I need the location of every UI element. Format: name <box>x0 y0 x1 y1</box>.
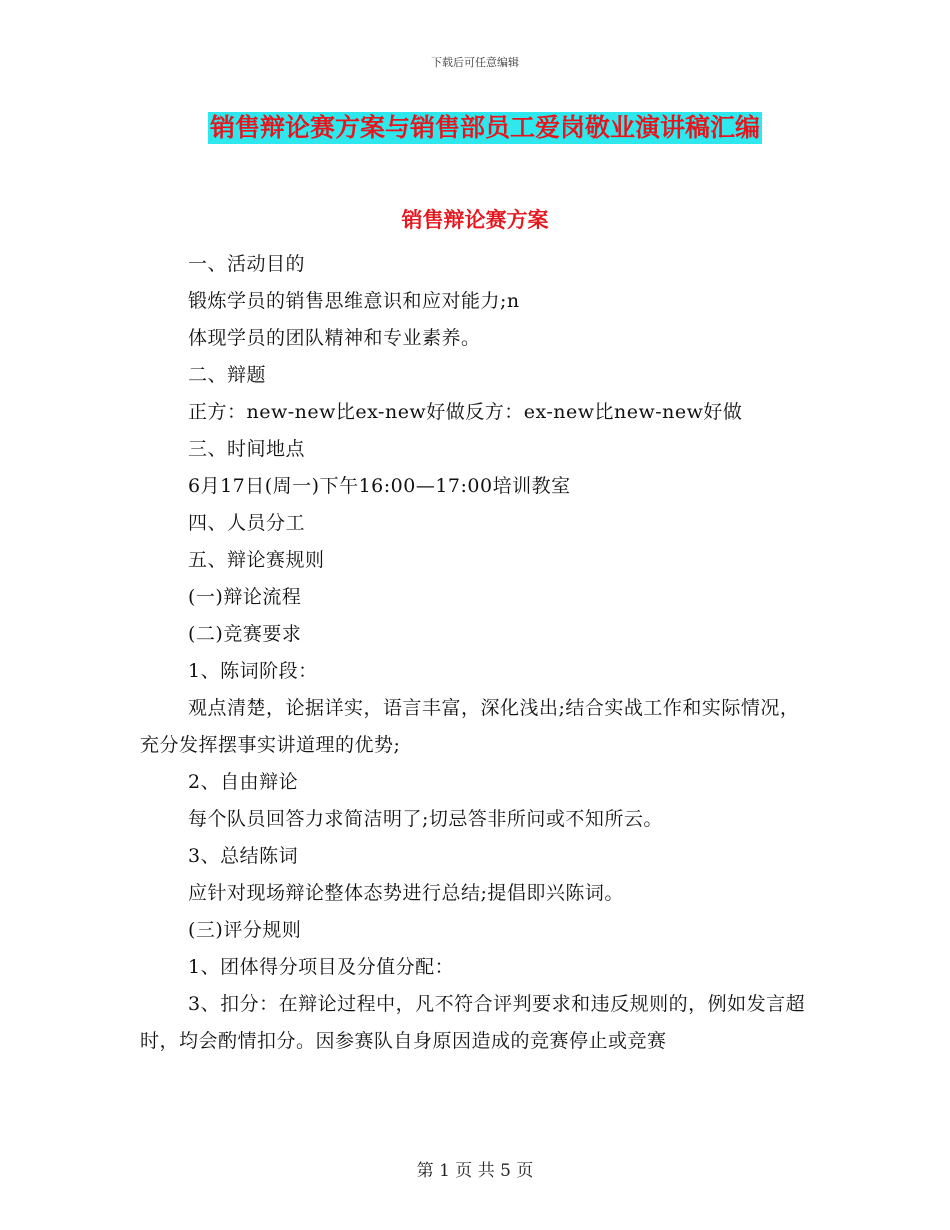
document-title: 销售辩论赛方案与销售部员工爱岗敬业演讲稿汇编 <box>210 113 761 142</box>
item-opening-statement: 1、陈词阶段： <box>188 660 318 682</box>
section-title: 销售辩论赛方案 <box>401 208 549 232</box>
subheading-scoring-rules: (三)评分规则 <box>188 919 302 941</box>
body-paragraph: 3、扣分：在辩论过程中，凡不符合评判要求和违反规则的，例如发言超时，均会酌情扣分。因参赛队自身原因造成的竞赛停止或竞赛 <box>140 993 806 1052</box>
heading-activity-purpose: 一、活动目的 <box>188 253 306 275</box>
body-paragraph: 观点清楚，论据详实，语言丰富，深化浅出;结合实战工作和实际情况，充分发挥摆事实讲道理的优势; <box>140 697 800 756</box>
body-line: 每个队员回答力求简洁明了;切忌答非所问或不知所云。 <box>188 808 663 830</box>
heading-staffing: 四、人员分工 <box>188 512 306 534</box>
item-closing-statement: 3、总结陈词 <box>188 845 299 867</box>
body-line: 6月17日(周一)下午16:00—17:00培训教室 <box>188 475 571 497</box>
body-line: 体现学员的团队精神和专业素养。 <box>188 327 481 349</box>
page-number-footer: 第 1 页 共 5 页 <box>416 1161 534 1181</box>
heading-time-place: 三、时间地点 <box>188 438 306 460</box>
item-free-debate: 2、自由辩论 <box>188 771 299 793</box>
document-body <box>140 246 812 1060</box>
body-line: 正方：new-new比ex-new好做反方：ex-new比new-new好做 <box>188 401 743 423</box>
subheading-debate-process: (一)辩论流程 <box>188 586 302 608</box>
heading-debate-rules: 五、辩论赛规则 <box>188 549 325 571</box>
subheading-competition-requirements: (二)竞赛要求 <box>188 623 302 645</box>
body-line: 锻炼学员的销售思维意识和应对能力;n <box>188 290 520 312</box>
item-team-score: 1、团体得分项目及分值分配： <box>188 956 455 978</box>
page-header-note: 下载后可任意编辑 <box>431 56 519 69</box>
heading-debate-topic: 二、辩题 <box>188 364 267 386</box>
body-line: 应针对现场辩论整体态势进行总结;提倡即兴陈词。 <box>188 882 624 904</box>
